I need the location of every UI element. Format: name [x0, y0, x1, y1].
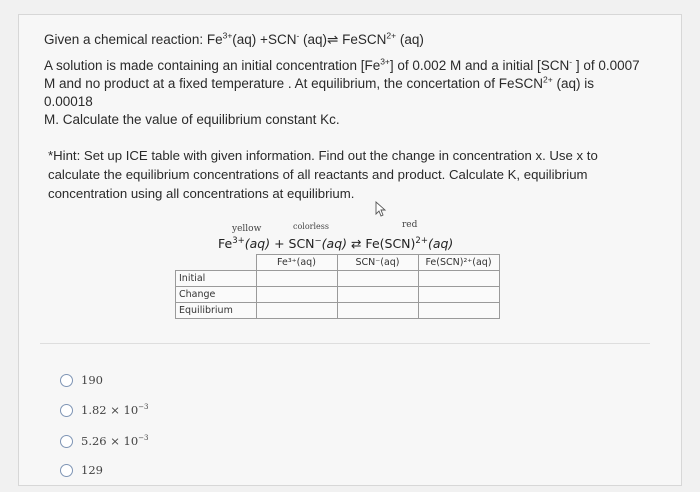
radio-button[interactable]: [60, 435, 73, 448]
option-3-exp: −3: [138, 434, 149, 443]
ice-row-equilibrium: [176, 303, 500, 319]
problem-line-1: [44, 57, 644, 75]
reaction-text-4: (aq): [396, 32, 424, 47]
ice-table: [175, 254, 500, 319]
reaction-text-1: Given a chemical reaction: Fe: [44, 32, 223, 47]
ice-cell: [337, 303, 418, 319]
sup-fe: 3+: [222, 30, 233, 41]
eq-fe: Fe: [218, 236, 233, 251]
option-2-exp: −3: [138, 403, 149, 412]
ice-cell: [256, 271, 337, 287]
ice-cell: [256, 287, 337, 303]
option-4-label: [81, 463, 103, 477]
option-3-value: 5.26 × 10: [81, 434, 139, 448]
hint-line-2: calculate the equilibrium concentrations of all reactants and product. Calculate K, equilibrium: [48, 167, 588, 182]
ice-row-initial: [176, 271, 500, 287]
option-2-value: 1.82 × 10: [81, 403, 139, 417]
mouse-cursor-icon: [372, 200, 390, 218]
label-red: red: [402, 220, 418, 230]
eq-aq-2: (aq): [321, 236, 348, 251]
ice-corner: [176, 255, 257, 271]
option-3-label: [81, 434, 149, 448]
label-colorless: colorless: [293, 222, 329, 231]
ice-header-fe: Fe³⁺(aq): [256, 255, 337, 271]
p2-text-b: (aq) is 0.00018: [44, 76, 594, 109]
divider: [40, 343, 650, 344]
reaction-text-3: (aq)⇌ FeSCN: [299, 32, 387, 47]
radio-button[interactable]: [60, 374, 73, 387]
option-4-value: 129: [81, 463, 103, 477]
p1-text-a: A solution is made containing an initial concentration [Fe: [44, 58, 381, 73]
ice-cell: [418, 287, 499, 303]
eq-prod-sup: 2+: [415, 235, 428, 246]
ice-row-label: Equilibrium: [176, 303, 257, 319]
problem-line-3: M. Calculate the value of equilibrium constant Kc.: [44, 112, 340, 127]
p1-sup-scn: -: [569, 56, 573, 67]
sup-fescn: 2+: [386, 30, 397, 41]
option-3[interactable]: [60, 434, 149, 448]
sup-scn: -: [296, 30, 300, 41]
equilibrium-equation: [218, 236, 453, 251]
hint-line-1: *Hint: Set up ICE table with given information. Find out the change in concentration x. Use x to: [48, 148, 598, 163]
eq-aq-3: (aq): [427, 236, 454, 251]
p1-text-b: ] of 0.002 M and a initial [SCN: [389, 58, 570, 73]
ice-row-label: Change: [176, 287, 257, 303]
option-1-value: 190: [81, 373, 103, 387]
option-4[interactable]: [60, 463, 103, 477]
eq-scn-sup: −: [314, 235, 322, 246]
ice-header-fescn: Fe(SCN)²⁺(aq): [418, 255, 499, 271]
p1-text-c: ] of 0.0007: [572, 58, 640, 73]
hint-paragraph: [48, 146, 628, 203]
eq-aq-1: (aq): [244, 236, 271, 251]
option-2[interactable]: [60, 403, 149, 417]
ice-cell: [418, 303, 499, 319]
ice-cell: [337, 287, 418, 303]
option-2-label: [81, 403, 149, 417]
label-yellow: yellow: [232, 224, 262, 234]
ice-header-scn: SCN⁻(aq): [337, 255, 418, 271]
option-1[interactable]: [60, 373, 103, 387]
reaction-text-2: (aq) +SCN: [232, 32, 297, 47]
p2-text-a: M and no product at a fixed temperature . At equilibrium, the concertation of FeSCN: [44, 76, 544, 91]
reaction-statement: [44, 32, 424, 48]
ice-row-change: [176, 287, 500, 303]
ice-header-row: [176, 255, 500, 271]
radio-button[interactable]: [60, 464, 73, 477]
eq-fe-sup: 3+: [232, 235, 245, 246]
p2-sup: 2+: [543, 74, 553, 85]
eq-scn: + SCN: [270, 236, 315, 251]
ice-cell: [256, 303, 337, 319]
eq-product: ⇄ Fe(SCN): [347, 236, 416, 251]
hint-line-3: concentration using all concentrations at equilibrium.: [48, 186, 355, 201]
ice-cell: [418, 271, 499, 287]
ice-cell: [337, 271, 418, 287]
problem-paragraph: [44, 57, 644, 129]
radio-button[interactable]: [60, 404, 73, 417]
ice-row-label: Initial: [176, 271, 257, 287]
option-1-label: [81, 373, 103, 387]
p1-sup-fe: 3+: [380, 56, 390, 67]
problem-line-2: [44, 75, 644, 111]
